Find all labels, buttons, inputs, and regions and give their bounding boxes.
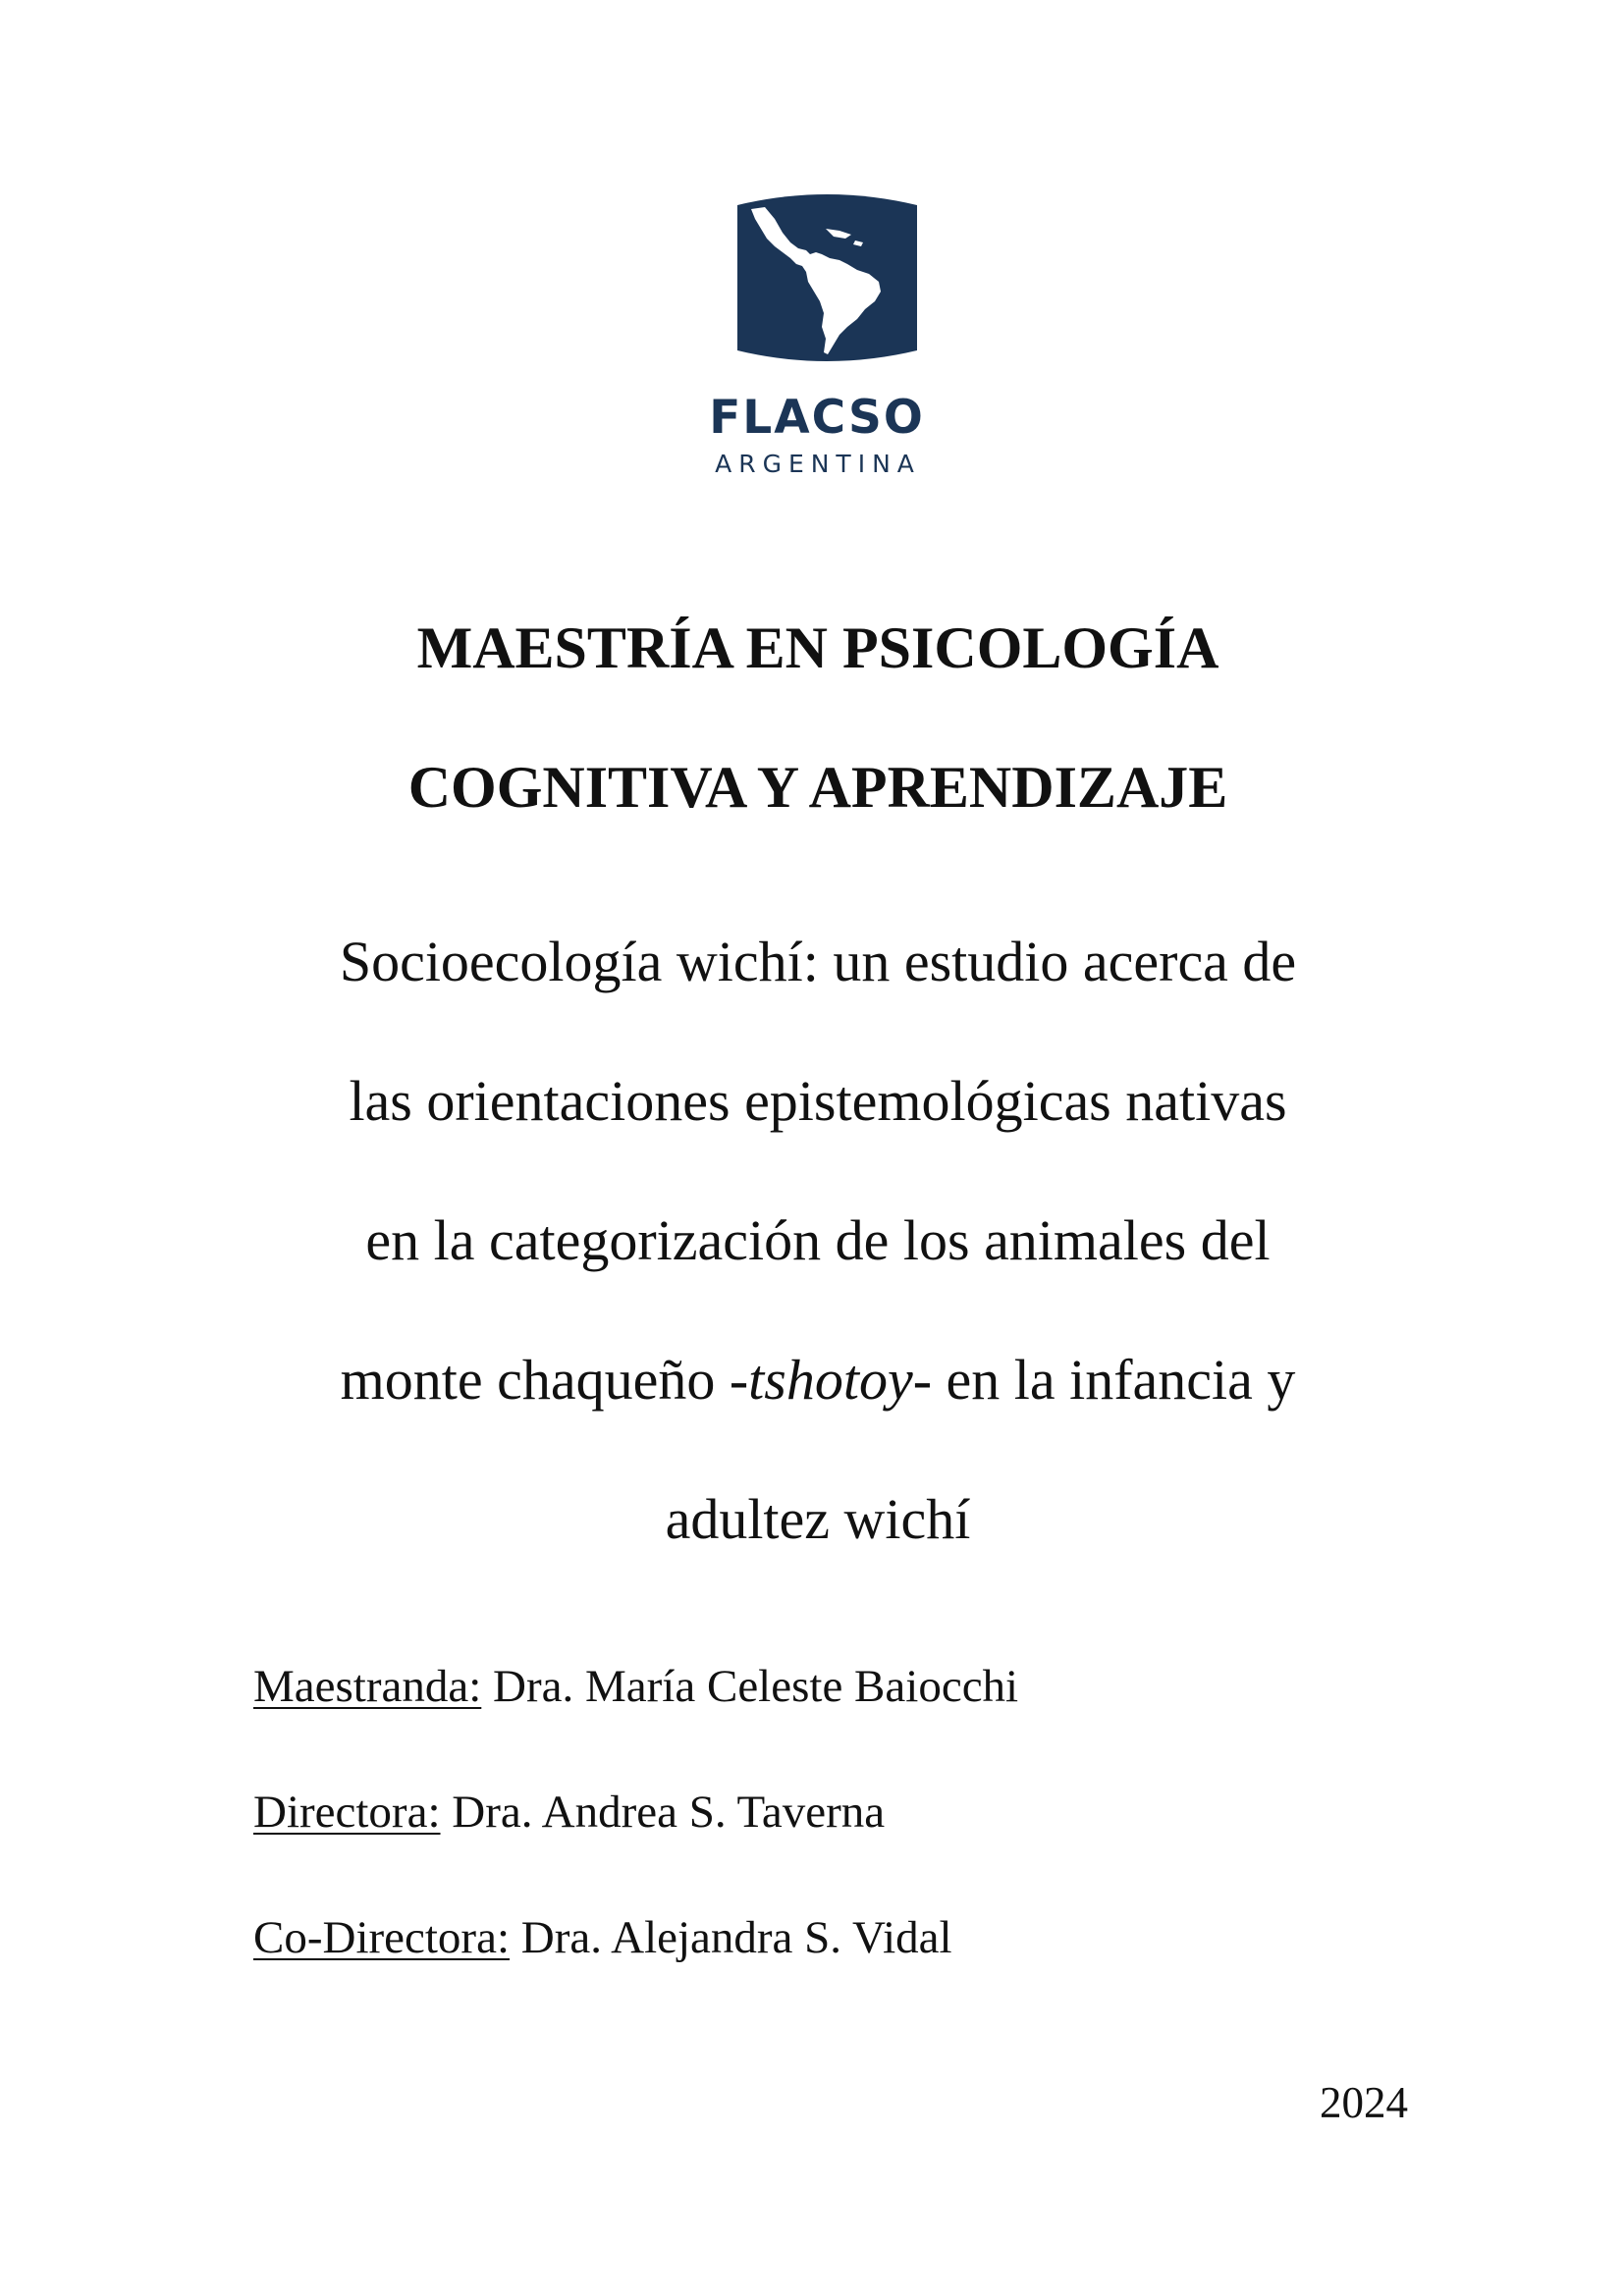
credit-role: Co-Directora: [253,1912,511,1963]
logo-subtitle: ARGENTINA [715,450,921,478]
thesis-title-line-2: las orientaciones epistemológicas nativas [349,1069,1287,1133]
year: 2024 [1320,2078,1408,2127]
thesis-line-4-italic: tshotoy [748,1348,913,1412]
credit-directora [253,1783,885,1842]
program-title-line-1: MAESTRÍA EN PSICOLOGÍA [416,615,1219,680]
thesis-title-line-4 [0,1346,1624,1415]
credit-maestranda [253,1657,1018,1716]
credit-co-directora [253,1908,952,1967]
thesis-title-line-3: en la categorización de los animales del [365,1208,1271,1272]
credit-role: Maestranda: [253,1661,482,1712]
thesis-line-4-pre: monte chaqueño - [340,1348,749,1412]
credit-role: Directora: [253,1787,441,1838]
thesis-title-line-1: Socioecología wichí: un estudio acerca de [339,930,1297,993]
thesis-title-line-5: adultez wichí [665,1487,971,1551]
credit-person: Dra. María Celeste Baiocchi [481,1661,1019,1712]
flacso-logo [731,189,923,366]
logo-name: FLACSO [709,391,925,445]
credit-person: Dra. Andrea S. Taverna [440,1787,886,1838]
latin-america-map-icon [731,189,923,366]
credit-person: Dra. Alejandra S. Vidal [510,1912,952,1963]
program-title-line-2: COGNITIVA Y APRENDIZAJE [407,755,1228,820]
thesis-line-4-post: - en la infancia y [912,1348,1296,1412]
